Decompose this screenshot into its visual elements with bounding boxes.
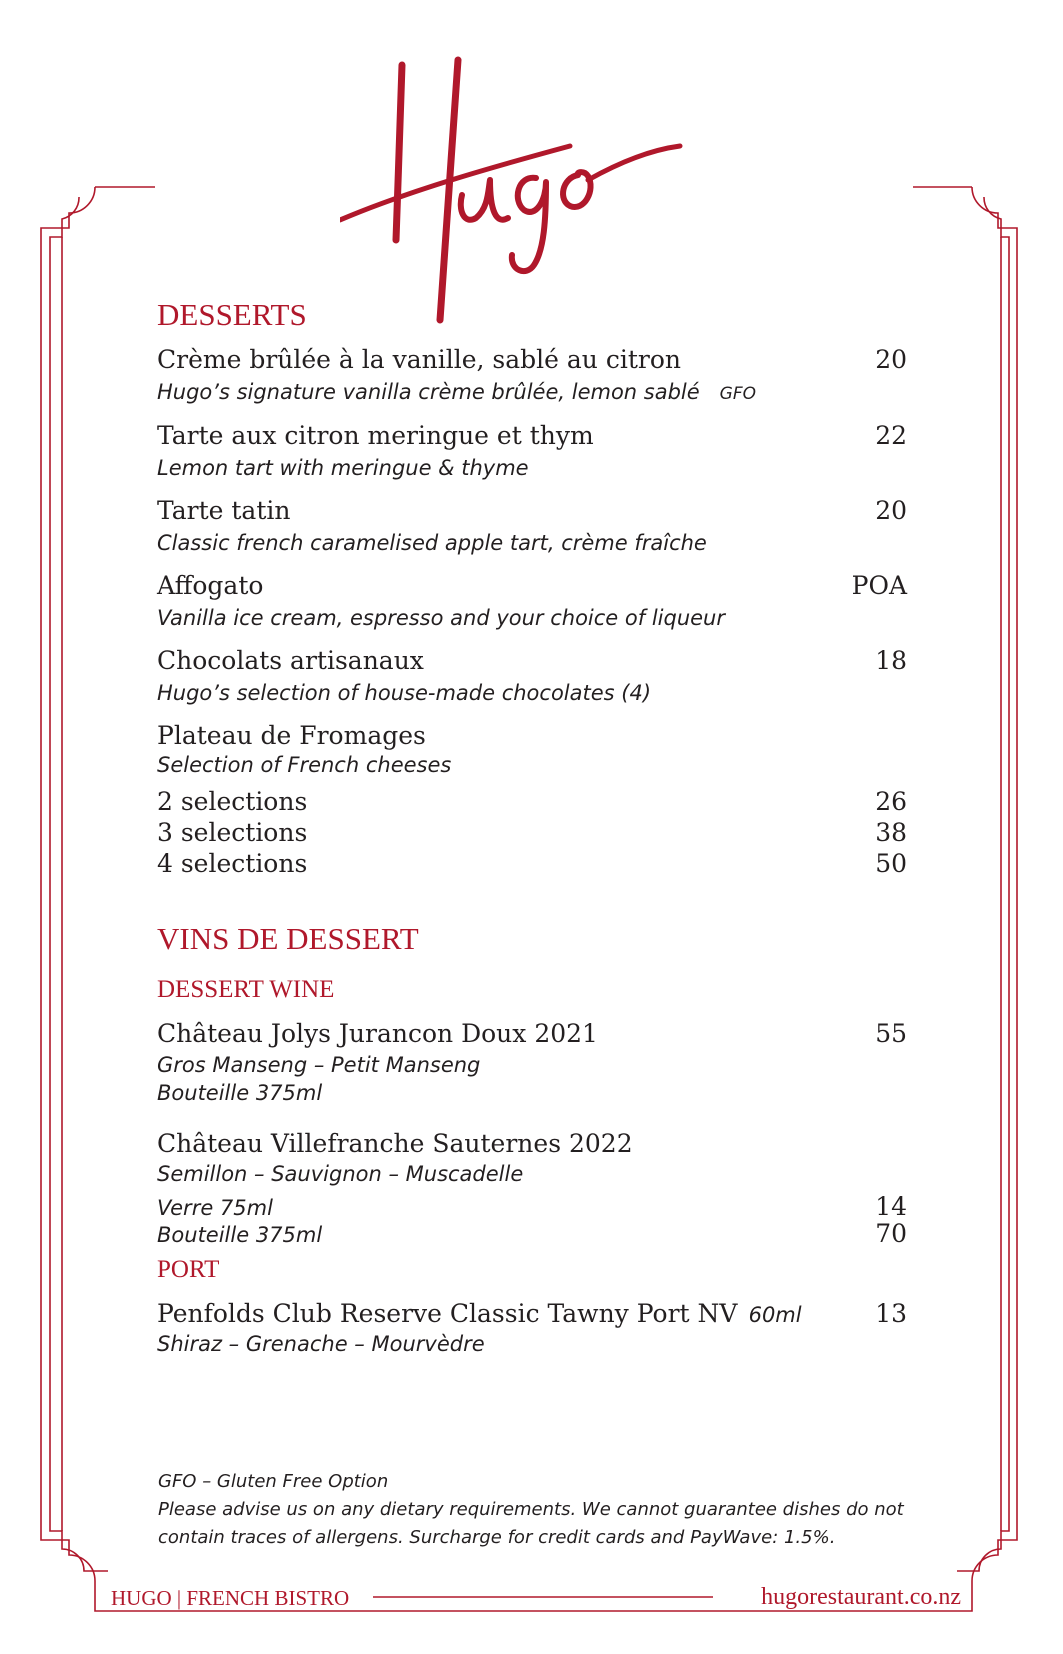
wine-size: Bouteille 375ml bbox=[157, 1081, 323, 1105]
port-item bbox=[157, 1297, 907, 1357]
item-description: Lemon tart with meringue & thyme bbox=[157, 456, 529, 480]
item-description: Hugo’s signature vanilla crème brûlée, lemon sablé bbox=[157, 380, 700, 404]
wine-bottle-size: Bouteille 375ml bbox=[157, 1223, 323, 1247]
item-price: 20 bbox=[875, 496, 907, 525]
item-name: Tarte tatin bbox=[157, 496, 291, 525]
menu-item bbox=[157, 644, 907, 708]
menu-item bbox=[157, 494, 907, 558]
section-title-wines: VINS DE DESSERT bbox=[157, 921, 419, 956]
footer-website-link[interactable]: hugorestaurant.co.nz bbox=[761, 1584, 961, 1610]
item-price: 20 bbox=[875, 345, 907, 374]
port-price: 13 bbox=[875, 1299, 907, 1328]
cheese-option-label: 4 selections bbox=[157, 849, 308, 878]
item-price: 22 bbox=[875, 421, 907, 450]
section-title-desserts: DESSERTS bbox=[157, 297, 307, 332]
footer-brand: HUGO | FRENCH BISTRO bbox=[111, 1586, 350, 1610]
wine-glass-size: Verre 75ml bbox=[157, 1196, 273, 1220]
item-name: Crème brûlée à la vanille, sablé au citron bbox=[157, 345, 681, 374]
item-name: Plateau de Fromages bbox=[157, 721, 426, 750]
hugo-logo bbox=[340, 50, 700, 325]
cheese-option-price: 50 bbox=[875, 849, 907, 878]
item-price: POA bbox=[851, 571, 907, 600]
menu-item bbox=[157, 419, 907, 483]
cheese-option-price: 38 bbox=[875, 818, 907, 847]
item-description: Vanilla ice cream, espresso and your choice of liqueur bbox=[157, 606, 725, 630]
subsection-title-port: PORT bbox=[157, 1256, 220, 1283]
wine-name: Château Villefranche Sauternes 2022 bbox=[157, 1129, 633, 1158]
item-description: Classic french caramelised apple tart, crème fraîche bbox=[157, 531, 707, 555]
allergen-note: Please advise us on any dietary requirements. We cannot guarantee dishes do not contain traces of allergens. Surcharge for credit cards and PayWave: 1.5%. bbox=[158, 1499, 904, 1548]
gfo-tag: GFO bbox=[719, 384, 757, 404]
item-price: 18 bbox=[875, 646, 907, 675]
cheese-option-label: 3 selections bbox=[157, 818, 308, 847]
item-name: Affogato bbox=[157, 571, 264, 600]
wine-glass-price: 14 bbox=[875, 1192, 907, 1221]
wine-grapes: Gros Manseng – Petit Manseng bbox=[157, 1053, 481, 1077]
wine-price: 55 bbox=[875, 1019, 907, 1048]
wine-item bbox=[157, 1127, 907, 1247]
item-name: Tarte aux citron meringue et thym bbox=[157, 421, 594, 450]
item-name: Chocolats artisanaux bbox=[157, 646, 424, 675]
subsection-title-dessert-wine: DESSERT WINE bbox=[157, 976, 335, 1003]
port-grapes: Shiraz – Grenache – Mourvèdre bbox=[157, 1332, 485, 1356]
port-name: Penfolds Club Reserve Classic Tawny Port NV bbox=[157, 1299, 738, 1328]
port-size: 60ml bbox=[748, 1303, 802, 1327]
item-description: Selection of French cheeses bbox=[157, 753, 452, 777]
wine-bottle-price: 70 bbox=[875, 1219, 907, 1248]
item-description: Hugo’s selection of house-made chocolates (4) bbox=[157, 681, 652, 705]
wine-grapes: Semillon – Sauvignon – Muscadelle bbox=[157, 1162, 524, 1186]
cheese-plate-item bbox=[157, 719, 907, 878]
wine-name: Château Jolys Jurancon Doux 2021 bbox=[157, 1019, 598, 1048]
gfo-note: GFO – Gluten Free Option bbox=[158, 1471, 389, 1492]
cheese-option-price: 26 bbox=[875, 787, 907, 816]
cheese-option-label: 2 selections bbox=[157, 787, 308, 816]
menu-item bbox=[157, 343, 907, 409]
menu-item bbox=[157, 569, 907, 633]
menu-notes bbox=[158, 1468, 918, 1552]
wine-item bbox=[157, 1017, 907, 1107]
